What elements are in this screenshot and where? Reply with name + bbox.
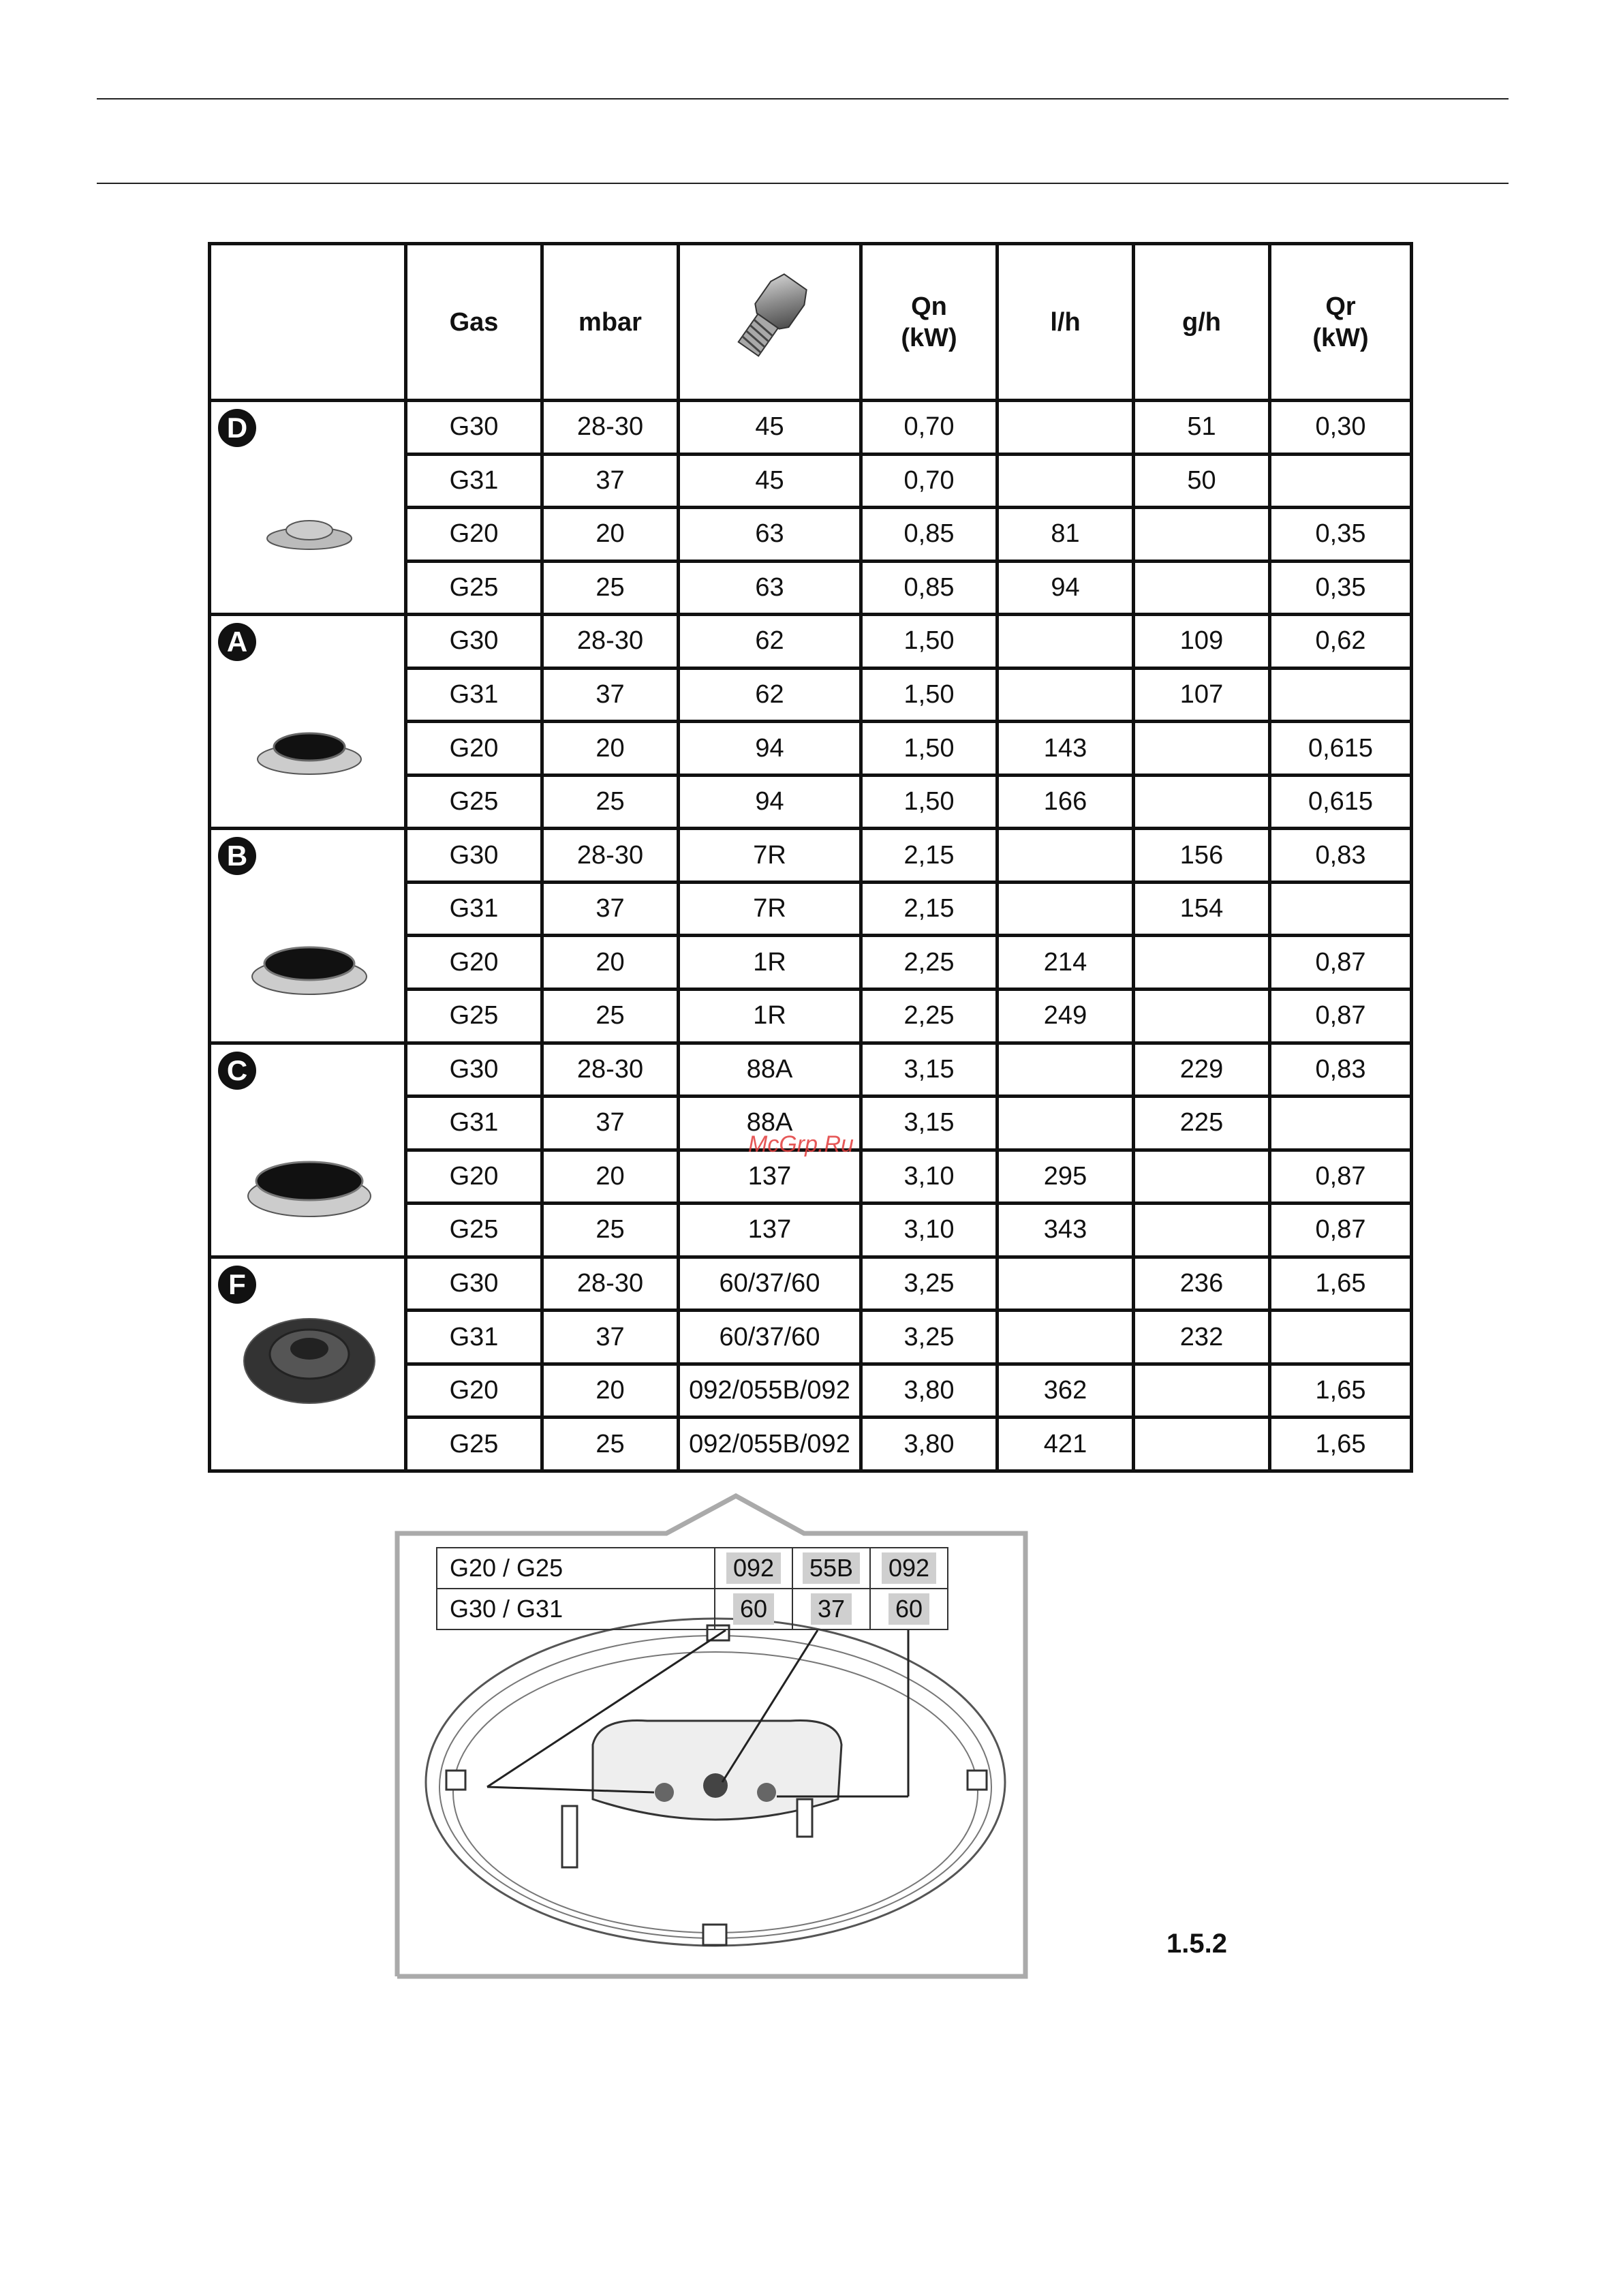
cell-gas: G31 [406,1097,542,1150]
cell-injector: 7R [679,882,861,936]
burner-badge: B [218,837,256,875]
cell-lh: 81 [998,508,1134,562]
cell-injector: 94 [679,775,861,829]
cell-qn: 1,50 [861,615,998,669]
cell-lh: 214 [998,936,1134,990]
cell-qn: 3,80 [861,1418,998,1471]
header-qr-unit: (kW) [1312,323,1369,352]
cell-qr: 0,30 [1270,401,1412,455]
cell-qn: 2,25 [861,936,998,990]
injector-code: 55B [792,1548,870,1589]
cell-gas: G31 [406,1311,542,1364]
cell-injector: 092/055B/092 [679,1364,861,1418]
cell-mbar: 28-30 [542,1043,679,1097]
cell-mbar: 25 [542,990,679,1043]
cell-gas: G25 [406,1204,542,1257]
cell-mbar: 20 [542,1364,679,1418]
cell-gas: G20 [406,1150,542,1204]
header-qn-label: Qn [911,292,947,321]
injector-code: 60 [870,1589,948,1629]
cell-gas: G25 [406,1418,542,1471]
cell-qn: 3,15 [861,1043,998,1097]
cell-gas: G25 [406,561,542,615]
cell-qr: 0,35 [1270,561,1412,615]
cell-qr: 0,615 [1270,722,1412,776]
cell-lh: 94 [998,561,1134,615]
gas-group-label: G20 / G25 [437,1548,715,1589]
cell-mbar: 37 [542,1311,679,1364]
cell-mbar: 20 [542,1150,679,1204]
cell-lh: 362 [998,1364,1134,1418]
cell-mbar: 37 [542,882,679,936]
header-gh: g/h [1134,244,1270,401]
cell-qr: 1,65 [1270,1418,1412,1471]
cell-mbar: 25 [542,1418,679,1471]
cell-mbar: 28-30 [542,1257,679,1311]
cell-gh: 156 [1134,829,1270,883]
cell-gas: G30 [406,829,542,883]
cell-injector: 7R [679,829,861,883]
header-mbar: mbar [542,244,679,401]
cell-qn: 1,50 [861,722,998,776]
cell-qn: 3,10 [861,1204,998,1257]
cell-injector: 88A [679,1043,861,1097]
cell-lh: 143 [998,722,1134,776]
cell-gas: G25 [406,990,542,1043]
cell-mbar: 37 [542,1097,679,1150]
cell-gh: 225 [1134,1097,1270,1150]
cell-gh: 232 [1134,1311,1270,1364]
cell-injector: 1R [679,936,861,990]
cell-qn: 3,25 [861,1311,998,1364]
cell-qn: 3,25 [861,1257,998,1311]
cell-qn: 2,15 [861,829,998,883]
cell-gas: G20 [406,722,542,776]
cell-qn: 0,70 [861,454,998,508]
cell-qn: 0,85 [861,508,998,562]
cell-qr: 0,87 [1270,936,1412,990]
cell-qr: 0,87 [1270,1150,1412,1204]
header-gas: Gas [406,244,542,401]
cell-mbar: 25 [542,1204,679,1257]
cell-injector: 63 [679,561,861,615]
table-row [437,1548,948,1589]
cell-qn: 3,80 [861,1364,998,1418]
cell-gas: G30 [406,1043,542,1097]
cell-gh: 107 [1134,668,1270,722]
burner-badge: C [218,1052,256,1090]
cell-injector: 45 [679,401,861,455]
header-lh: l/h [998,244,1134,401]
injector-code: 37 [792,1589,870,1629]
cell-injector: 137 [679,1204,861,1257]
cell-mbar: 28-30 [542,401,679,455]
cell-injector: 60/37/60 [679,1257,861,1311]
cell-qn: 3,10 [861,1150,998,1204]
cell-qr: 0,83 [1270,1043,1412,1097]
cell-gas: G31 [406,882,542,936]
cell-injector: 63 [679,508,861,562]
cell-qn: 0,70 [861,401,998,455]
cell-gh: 236 [1134,1257,1270,1311]
cell-gas: G20 [406,1364,542,1418]
cell-mbar: 20 [542,936,679,990]
table-row [437,1589,948,1629]
cell-qn: 3,15 [861,1097,998,1150]
cell-qr: 0,87 [1270,990,1412,1043]
cell-lh: 343 [998,1204,1134,1257]
cell-qr: 0,35 [1270,508,1412,562]
cell-mbar: 28-30 [542,829,679,883]
cell-gas: G31 [406,668,542,722]
cell-gh: 229 [1134,1043,1270,1097]
cell-gh: 51 [1134,401,1270,455]
cell-qn: 1,50 [861,668,998,722]
cell-qn: 0,85 [861,561,998,615]
injector-position-table [436,1547,948,1630]
cell-gas: G20 [406,936,542,990]
cell-qr: 1,65 [1270,1257,1412,1311]
cell-injector: 88A [679,1097,861,1150]
cell-mbar: 25 [542,775,679,829]
cell-lh: 166 [998,775,1134,829]
cell-qn: 2,15 [861,882,998,936]
injector-code: 60 [715,1589,792,1629]
cell-gas: G31 [406,454,542,508]
cell-injector: 62 [679,668,861,722]
cell-gh: 109 [1134,615,1270,669]
cell-qr: 0,83 [1270,829,1412,883]
cell-injector: 60/37/60 [679,1311,861,1364]
injector-code: 092 [870,1548,948,1589]
cell-qn: 1,50 [861,775,998,829]
cell-lh: 421 [998,1418,1134,1471]
cell-injector: 62 [679,615,861,669]
cell-mbar: 28-30 [542,615,679,669]
cell-qr: 0,615 [1270,775,1412,829]
cell-gas: G30 [406,1257,542,1311]
cell-mbar: 20 [542,722,679,776]
cell-gh: 154 [1134,882,1270,936]
cell-gas: G30 [406,401,542,455]
cell-injector: 137 [679,1150,861,1204]
cell-mbar: 37 [542,668,679,722]
watermark: McGrp.Ru [748,1131,854,1157]
cell-injector: 1R [679,990,861,1043]
header-qn-unit: (kW) [901,323,957,352]
cell-mbar: 25 [542,561,679,615]
cell-lh: 249 [998,990,1134,1043]
cell-injector: 092/055B/092 [679,1418,861,1471]
gas-group-label: G30 / G31 [437,1589,715,1629]
cell-qr: 0,87 [1270,1204,1412,1257]
burner-badge: D [218,409,256,447]
header-qr-label: Qr [1325,292,1356,321]
cell-lh: 295 [998,1150,1134,1204]
cell-mbar: 37 [542,454,679,508]
cell-gas: G20 [406,508,542,562]
cell-qr: 0,62 [1270,615,1412,669]
injector-code: 092 [715,1548,792,1589]
cell-qr: 1,65 [1270,1364,1412,1418]
cell-injector: 94 [679,722,861,776]
figure-number: 1.5.2 [1166,1929,1227,1959]
burner-badge: A [218,623,256,661]
cell-gas: G30 [406,615,542,669]
cell-mbar: 20 [542,508,679,562]
cell-injector: 45 [679,454,861,508]
cell-gh: 50 [1134,454,1270,508]
burner-badge: F [218,1266,256,1304]
cell-gas: G25 [406,775,542,829]
cell-qn: 2,25 [861,990,998,1043]
